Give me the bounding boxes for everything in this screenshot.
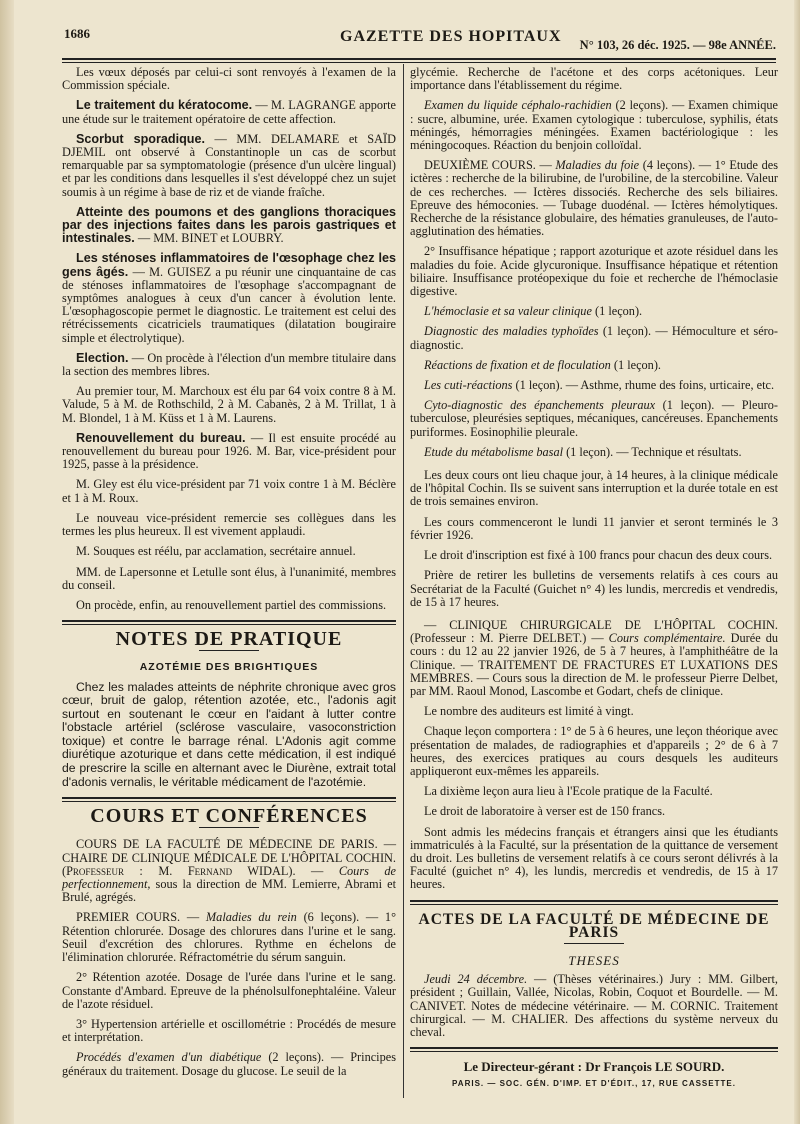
paragraph-admis: Sont admis les médecins français et étrangers ainsi que les étudiants immatriculés à la Faculté, sur la présentation de la quittance de versement du droit. Les bulletins de versement relatifs à ce cours seront délivrés à la Faculté (guichet n° 4), les lundis, mercredis et vendredis, de 15 à 17 heures. — [410, 824, 778, 892]
paragraph-vice-president: Le nouveau vice-président remercie ses collègues dans les termes les plus heureux. Il est vivement applaudi. — [62, 510, 396, 539]
cyto-text: (1 leçon). — Pleuro-tuberculose, pleurésies septiques, mécaniques, cancéreuses. Epanchements puriformes. Eosinophilie pleurale. — [410, 398, 778, 439]
text-election: — On procède à l'élection d'un membre titulaire dans la section des membres libres. — [62, 350, 396, 379]
paragraph-azotemie: Chez les malades atteints de néphrite chronique avec gros cœur, bruit de galop, rétention azotée, etc., l'adonis agit surtout en soutenant le cœur en l'aidant à lutter contre l'obstacle artériel (sclérose vasculaire, vasoconstriction toxique) et contre le barrage rénal. L'Adonis agit comme diurétique azoturique et dans cette médication, il est indiqué de prescrire la scille en alternant avec le Diurène, extrait total d'adonis vernalis, le véritable médicament de l'azotémie. — [62, 679, 396, 789]
page-header — [40, 14, 780, 54]
paragraph-glycemie: glycémie. Recherche de l'acétone et des corps acétoniques. Leur importance dans l'établissement du régime. — [410, 65, 778, 93]
deuxieme-cours-text: (4 leçons). — 1° Etude des ictères : recherche de la bilirubine, de l'urobiline, de la stercobiline. Valeur de ces recherches. — Ictères dissociés. Recherche des sels biliaires. Epreuve des hémoconies. — Tubage duodénal. — Ictères hémolytiques. Recherche de la résistance globulaire, des hématies granuleuses, de l'auto-agglutination des hématies. — [410, 158, 779, 239]
paragraph-auditeurs: Le nombre des auditeurs est limité à vingt. — [424, 704, 634, 719]
text-bureau: — Il est ensuite procédé au renouvellement du bureau pour 1926. M. Bar, vice-président pour 1925, passe à la présidence. — [62, 430, 396, 472]
text-poumons: — MM. BINET et LOUBRY. — [134, 231, 284, 246]
footer-rule — [410, 1047, 778, 1052]
short-rule — [564, 943, 624, 944]
liquide-topic: Examen du liquide céphalo-rachidien — [424, 98, 612, 113]
heading-scorbut: Scorbut sporadique. — [76, 131, 205, 146]
typhoides-text: (1 leçon). — Hémoculture et séro-diagnostic. — [410, 324, 778, 352]
theses-date: Jeudi 24 décembre. — [424, 972, 528, 987]
paragraph-diabetique — [62, 1051, 396, 1077]
paragraph-bulletins: Prière de retirer les bulletins de versements relatifs à ces cours au Secrétariat de la Faculté (Guichet n° 4) les lundis, mercredis et vendredis, de 15 à 17 heures. — [410, 568, 778, 609]
azotemie-heading: AZOTÉMIE DES BRIGHTIQUES — [139, 661, 319, 674]
cyto-topic: Cyto-diagnostic des épanchements pleuraux — [424, 398, 656, 413]
paragraph-metabolisme — [410, 446, 778, 459]
text-keratocome: — M. LAGRANGE apporte une étude sur le traitement opératoire de cette affection. — [62, 98, 396, 126]
section-rule — [410, 900, 778, 905]
paragraph-dixieme: La dixième leçon aura lieu à l'Ecole pratique de la Faculté. — [424, 784, 713, 799]
section-rule — [62, 620, 396, 625]
deuxieme-cours-label: DEUXIÈME COURS. — [424, 158, 536, 173]
paragraph-scorbut — [62, 133, 396, 199]
paragraph-bureau — [62, 432, 396, 472]
paragraph-deuxieme-cours — [410, 159, 778, 238]
typhoides-topic: Diagnostic des maladies typhoïdes — [424, 324, 599, 339]
premier-cours-topic: Maladies du rein — [205, 910, 297, 925]
cours-complementaire: Cours complémentaire. — [608, 631, 726, 646]
heading-bureau: Renouvellement du bureau. — [76, 430, 246, 445]
paragraph-reactions — [410, 359, 778, 372]
issue-info: N° 103, 26 déc. 1925. — 98e ANNÉE. — [579, 38, 776, 52]
printer-line: PARIS. — SOC. GÉN. D'IMP. ET D'ÉDIT., 17, RUE CASSETTE. — [452, 1079, 736, 1089]
premier-cours-dash: — — [180, 910, 206, 925]
paragraph-inscription: Le droit d'inscription est fixé à 100 francs pour chacun des deux cours. — [424, 548, 773, 563]
paragraph-cyto — [410, 399, 778, 439]
director-signature: Le Directeur-gérant : Dr François LE SOURD. — [463, 1059, 725, 1075]
paragraph-theses — [410, 973, 778, 1039]
cours-direction: sous la direction de MM. Lemierre, Abrami et Brulé, agrégés. — [62, 877, 396, 905]
paragraph-hypertension: 3° Hypertension artérielle et oscillométrie : Procédés de mesure et interprétation. — [62, 1016, 396, 1045]
paragraph-conseil: MM. de Lapersonne et Letulle sont élus, à l'unanimité, membres du conseil. — [62, 564, 396, 592]
deuxieme-cours-topic: Maladies du foie — [555, 158, 640, 173]
paragraph-premier-cours — [62, 911, 396, 964]
reactions-text: (1 leçon). — [610, 357, 662, 372]
metabolisme-text: (1 leçon). — Technique et résultats. — [563, 444, 742, 459]
premier-cours-label: PREMIER COURS. — [76, 910, 181, 925]
paragraph-keratocome — [62, 99, 396, 125]
cuti-topic: Les cuti-réactions — [424, 378, 513, 393]
cours-perfectionnement: Cours de perfectionnement, — [62, 863, 396, 892]
paragraph-stenoses — [62, 252, 396, 344]
paragraph-lecon: Chaque leçon comportera : 1° de 5 à 6 heures, une leçon théorique avec présentation de malades, de radiographies et d'appareils ; 2° de 6 à 7 heures, des exercices pratiques au cours desquels les auditeurs appliqueront eux-mêmes les appareils. — [410, 724, 778, 778]
hemoclasie-topic: L'hémoclasie et sa valeur clinique — [424, 304, 592, 319]
heading-keratocome: Le traitement du kératocome. — [76, 98, 253, 113]
hemoclasie-text: (1 leçon). — [591, 304, 643, 319]
paragraph-clinique-chirurgicale — [410, 619, 778, 698]
metabolisme-topic: Etude du métabolisme basal — [424, 444, 564, 459]
heading-poumons: Atteinte des poumons et des ganglions thoraciques par des injections faites dans les parois gastriques et intestinales. — [62, 204, 396, 246]
masthead-title: GAZETTE DES HOPITAUX — [340, 28, 562, 45]
text-scorbut: — MM. DELAMARE et SAÏD DJEMIL ont observé à Constantinople un cas de scorbut remarquable par sa symptomatologie (présence d'un ulcère lingual) et par les conditions dans lesquelles il s'est développé chez un sujet soumis à un régime à base de riz et de viande fraîche. — [62, 131, 396, 199]
paragraph-gley: M. Gley est élu vice-président par 71 voix contre 1 à M. Béclère et 1 à M. Roux. — [62, 477, 396, 505]
section-rule — [62, 797, 396, 802]
deuxieme-cours-dash: — — [535, 158, 556, 173]
notes-heading: NOTES DE PRATIQUE — [115, 628, 343, 651]
paragraph-cours-intro — [62, 838, 396, 904]
diabetique-text: (2 leçons). — Principes généraux du traitement. Dosage du glucose. Le seuil de la — [62, 1050, 396, 1078]
cuti-text: (1 leçon). — Asthme, rhume des foins, urticaire, etc. — [512, 378, 775, 393]
theses-heading: THESES — [568, 952, 620, 968]
paragraph-liquide — [410, 99, 778, 152]
cours-heading: COURS ET CONFÉRENCES — [90, 805, 368, 828]
text-stenoses: — M. GUISEZ a pu réunir une cinquantaine de cas de sténoses inflammatoires de l'œsophage s'accompagnant de symptômes analogues à ceux d'un cancer à évolution lente. L'œsophagoscopie permet le diagnostic. Le traitement est celui des rétrécissements cicatriciels traumatiques (dilatation bougiraire simple et électrolytique). — [62, 264, 396, 345]
paragraph-election-result: Au premier tour, M. Marchoux est élu par 64 voix contre 8 à M. Valude, 5 à M. de Rothschild, 2 à M. Cabanès, 2 à M. Trillat, 1 à M. Blondel, 1 à M. Küss et 1 à M. Laurens. — [62, 384, 396, 425]
page-edge-shadow-right — [794, 0, 800, 1124]
short-rule — [199, 827, 259, 828]
cours-faculte-label: COURS DE LA FACULTÉ DE MÉDECINE DE PARIS. — [76, 837, 378, 852]
paragraph-typhoides — [410, 325, 778, 351]
header-rule — [62, 58, 776, 63]
page-edge-shadow — [0, 0, 14, 1124]
paragraph-horaires: Les deux cours ont lieu chaque jour, à 14 heures, à la clinique médicale de l'hôpital Cochin. Ils se suivent sans interruption et la durée totale en est de trois semaines environ. — [410, 468, 778, 509]
paragraph-cuti — [410, 379, 778, 392]
reactions-topic: Réactions de fixation et de floculation — [424, 357, 611, 372]
clinique-text: Durée du cours : du 12 au 22 janvier 1926, de 5 à 7 heures, à l'amphithéâtre de la Clinique. — TRAITEMENT DE FRACTURES ET LUXATIONS DES MEMBRES. — Cours sous la direction de M. le professeur Pierre Delbet, par MM. Raoul Monod, Lascombe et Godart, chefs de clinique. — [410, 631, 779, 698]
right-column — [410, 66, 778, 1091]
paragraph-insuffisance: 2° Insuffisance hépatique ; rapport azoturique et azote résiduel dans les maladies du foie. Acide glycuronique. Insuffisance hépatique et rétention biliaire. Insuffisance protéopexique du foie et recherche de l'hémoclasie digestive. — [410, 244, 778, 299]
theses-text: — (Thèses vétérinaires.) Jury : MM. Gilbert, président ; Guillain, Vallée, Nicolas, Robin, Coquot et Bourdelle. — M. CANIVET. Notes de médecine vétérinaire. — M. CORNIC. Traitement chirurgical. — M. CHALIER. Des affections du système nerveux du cheval. — [410, 972, 778, 1039]
premier-cours-text: (6 leçons). — 1° Rétention chlorurée. Dosage des chlorures dans l'urine et le sang. Seuil d'excrétion des chlorures. Rythme en échelons de l'élimination chlorurée. Réfractométrie du sérum sanguin. — [62, 910, 396, 965]
page-number: 1686 — [64, 26, 90, 41]
diabetique-topic: Procédés d'examen d'un diabétique — [76, 1050, 262, 1065]
paragraph-retention-azotee: 2° Rétention azotée. Dosage de l'urée dans l'urine et le sang. Constante d'Ambard. Epreuve de la phénolsulfonephtaléine. Valeur de l'azote résiduel. — [62, 970, 396, 1011]
left-column — [62, 66, 396, 1085]
heading-election: Election. — [76, 350, 129, 365]
paragraph-commissions: On procède, enfin, au renouvellement partiel des commissions. — [76, 597, 387, 612]
cours-chaire-label: — CHAIRE DE CLINIQUE MÉDICALE DE L'HÔPITAL COCHIN. (Professeur : M. Fernand WIDAL). — — [62, 837, 396, 878]
paragraph-droit-labo: Le droit de laboratoire à verser est de 150 francs. — [424, 804, 666, 819]
column-divider — [403, 64, 404, 1098]
short-rule — [199, 650, 259, 651]
clinique-chirurgicale-label: — CLINIQUE CHIRURGICALE DE L'HÔPITAL COCHIN. — [424, 617, 778, 632]
paragraph-dates: Les cours commenceront le lundi 11 janvier et seront terminés le 3 février 1926. — [410, 514, 778, 542]
paragraph-poumons — [62, 206, 396, 246]
liquide-text: (2 leçons). — Examen chimique : sucre, albumine, urée. Examen cytologique : tuberculose, syphilis, états méningés, hémorragies méningées. Examen bactériologique : les méningocoques. Réaction du benjoin colloïdal. — [410, 98, 778, 153]
paragraph-election — [62, 352, 396, 378]
paragraph-souques: M. Souques est réélu, par acclamation, secrétaire annuel. — [76, 544, 356, 559]
paragraph-hemoclasie — [410, 305, 778, 318]
heading-stenoses: Les sténoses inflammatoires de l'œsophage chez les gens âgés. — [62, 251, 396, 279]
paragraph-commission: Les vœux déposés par celui-ci sont renvoyés à l'examen de la Commission spéciale. — [62, 65, 396, 93]
actes-heading: ACTES DE LA FACULTÉ DE MÉDECINE DE PARIS — [418, 910, 770, 941]
clinique-professeur: (Professeur : M. Pierre DELBET.) — — [410, 631, 609, 646]
